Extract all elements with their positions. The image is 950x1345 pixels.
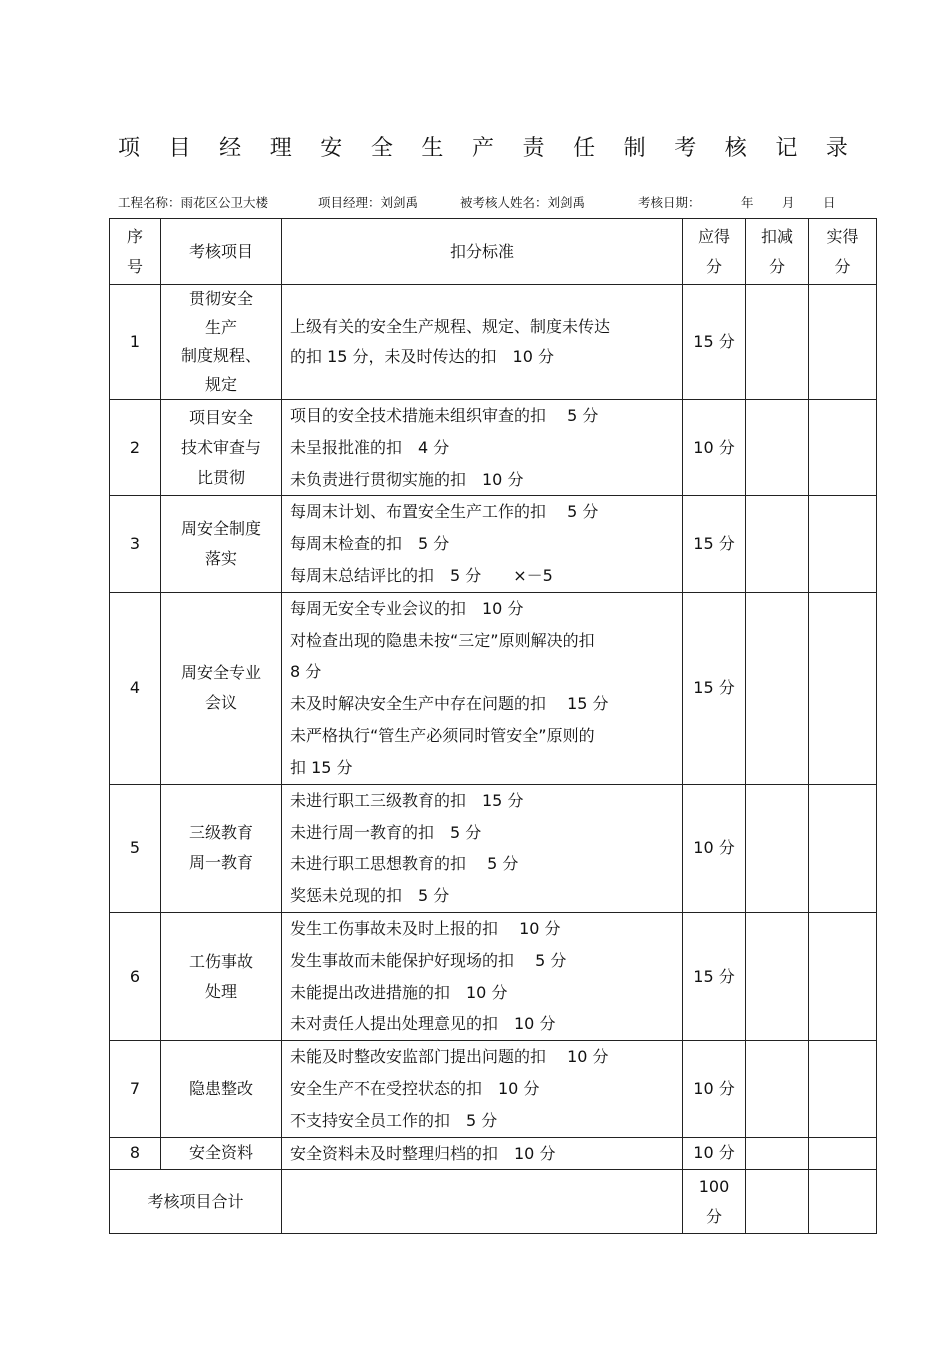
- row-seq: 5: [110, 784, 161, 912]
- row-item: [161, 912, 282, 1040]
- table-row: [110, 912, 877, 1040]
- row-deduct-score[interactable]: [746, 912, 809, 1040]
- row-item-line: 落实: [204, 549, 237, 569]
- row-item: [161, 285, 282, 400]
- header-deduct: 扣减 分: [746, 219, 809, 285]
- row-deduct-score[interactable]: [746, 592, 809, 784]
- row-due-score: 10 分: [683, 1041, 746, 1137]
- row-standard: [282, 496, 683, 592]
- assessee-name: 被考核人姓名：刘剑禹: [460, 195, 586, 210]
- row-item-line: 规定: [204, 374, 237, 394]
- row-deduct-score[interactable]: [746, 496, 809, 592]
- standard-line: 安全生产不在受控状态的扣 10 分: [290, 1078, 540, 1098]
- header-actual: 实得 分: [809, 219, 877, 285]
- standard-line: 每周无安全专业会议的扣 10 分: [290, 598, 524, 618]
- row-actual-score[interactable]: [809, 285, 877, 400]
- row-item-line: 隐患整改: [188, 1078, 253, 1098]
- row-standard: [282, 1041, 683, 1137]
- table-row: [110, 592, 877, 784]
- assess-date-label: 考核日期：: [638, 195, 701, 210]
- standard-line: 未能及时整改安监部门提出问题的扣 10 分: [290, 1047, 609, 1067]
- title-char: 项: [118, 136, 141, 161]
- standard-line: 发生工伤事故未及时上报的扣 10 分: [290, 918, 561, 938]
- row-deduct-score[interactable]: [746, 1137, 809, 1170]
- title-char: 制: [623, 136, 646, 161]
- row-standard: [282, 784, 683, 912]
- row-actual-score[interactable]: [809, 496, 877, 592]
- standard-line: 未严格执行“管生产必须同时管安全”原则的: [290, 726, 595, 746]
- project-manager: 项目经理：刘剑禹: [318, 195, 419, 210]
- title-char: 理: [269, 136, 292, 161]
- row-item-line: 安全资料: [188, 1143, 253, 1163]
- row-actual-score[interactable]: [809, 784, 877, 912]
- title-char: 录: [825, 136, 848, 161]
- row-due-score: 15 分: [683, 592, 746, 784]
- row-due-score: 15 分: [683, 285, 746, 400]
- row-due-score: 10 分: [683, 784, 746, 912]
- assessment-table: [109, 218, 877, 1234]
- row-actual-score[interactable]: [809, 1041, 877, 1137]
- standard-line: 每周末总结评比的扣 5 分 ×－5: [290, 565, 553, 585]
- total-actual-score[interactable]: [809, 1170, 877, 1234]
- row-seq: 1: [110, 285, 161, 400]
- header-item: 考核项目: [161, 219, 282, 285]
- row-standard: [282, 400, 683, 496]
- standard-line: 未进行周一教育的扣 5 分: [290, 822, 482, 842]
- table-row: [110, 496, 877, 592]
- row-standard: [282, 1137, 683, 1170]
- row-item-line: 生产: [204, 317, 237, 337]
- row-seq: 4: [110, 592, 161, 784]
- row-due-score: 10 分: [683, 1137, 746, 1170]
- row-item: [161, 496, 282, 592]
- standard-line: 项目的安全技术措施未组织审查的扣 5 分: [290, 406, 599, 425]
- row-standard: [282, 285, 683, 400]
- total-deduct-score[interactable]: [746, 1170, 809, 1234]
- standard-line: 发生事故而未能保护好现场的扣 5 分: [290, 950, 567, 970]
- row-deduct-score[interactable]: [746, 285, 809, 400]
- table-row: [110, 784, 877, 912]
- row-item: [161, 1137, 282, 1170]
- header-seq: 序 号: [110, 219, 161, 285]
- row-seq: 6: [110, 912, 161, 1040]
- row-item-line: 工伤事故: [188, 951, 253, 971]
- row-deduct-score[interactable]: [746, 784, 809, 912]
- row-actual-score[interactable]: [809, 592, 877, 784]
- standard-line: 的扣 15 分，未及时传达的扣 10 分: [290, 347, 554, 366]
- title-char: 安: [320, 136, 343, 161]
- project-name: 工程名称：雨花区公卫大楼: [118, 195, 269, 210]
- table-row: [110, 285, 877, 400]
- table-row: [110, 400, 877, 496]
- title-char: 全: [370, 136, 393, 161]
- standard-line: 未能提出改进措施的扣 10 分: [290, 982, 508, 1002]
- title-char: 责: [522, 136, 545, 161]
- standard-line: 未对责任人提出处理意见的扣 10 分: [290, 1014, 556, 1034]
- table-row: [110, 1041, 877, 1137]
- row-item-line: 贯彻安全: [188, 289, 253, 308]
- header-standard: 扣分标准: [282, 219, 683, 285]
- row-due-score: 10 分: [683, 400, 746, 496]
- row-deduct-score[interactable]: [746, 400, 809, 496]
- row-due-score: 15 分: [683, 912, 746, 1040]
- standard-line: 未呈报批准的扣 4 分: [290, 437, 450, 457]
- row-actual-score[interactable]: [809, 912, 877, 1040]
- standard-line: 安全资料未及时整理归档的扣 10 分: [290, 1143, 556, 1163]
- row-item-line: 三级教育: [188, 823, 253, 843]
- row-deduct-score[interactable]: [746, 1041, 809, 1137]
- row-standard: [282, 592, 683, 784]
- row-item-line: 制度规程、: [180, 346, 261, 365]
- document-title: [118, 131, 848, 162]
- title-char: 产: [471, 136, 494, 161]
- row-item-line: 周安全专业: [180, 663, 261, 683]
- standard-line: 奖惩未兑现的扣 5 分: [290, 886, 450, 906]
- row-item: [161, 400, 282, 496]
- title-char: 目: [168, 136, 191, 161]
- title-char: 生: [421, 136, 444, 161]
- row-item: [161, 592, 282, 784]
- row-item-line: 项目安全: [188, 407, 253, 427]
- row-item: [161, 784, 282, 912]
- row-actual-score[interactable]: [809, 400, 877, 496]
- row-seq: 3: [110, 496, 161, 592]
- total-row: [110, 1170, 877, 1234]
- row-seq: 8: [110, 1137, 161, 1170]
- row-item-line: 周一教育: [188, 853, 253, 873]
- row-item-line: 比贯彻: [196, 467, 245, 487]
- row-item-line: 周安全制度: [180, 519, 261, 539]
- row-actual-score[interactable]: [809, 1137, 877, 1170]
- standard-line: 扣 15 分: [290, 757, 353, 777]
- header-due: 应得 分: [683, 219, 746, 285]
- date-day: 日: [823, 195, 836, 210]
- table-row: [110, 1137, 877, 1170]
- date-year: 年: [741, 195, 754, 210]
- title-char: 任: [573, 136, 596, 161]
- title-char: 考: [674, 136, 697, 161]
- row-seq: 2: [110, 400, 161, 496]
- row-item-line: 会议: [204, 693, 237, 713]
- title-char: 核: [724, 136, 747, 161]
- total-due-line: 分: [705, 1206, 722, 1226]
- standard-line: 未进行职工思想教育的扣 5 分: [290, 854, 519, 874]
- total-label: 考核项目合计: [110, 1170, 282, 1234]
- standard-line: 未及时解决安全生产中存在问题的扣 15 分: [290, 694, 609, 714]
- standard-line: 未负责进行贯彻实施的扣 10 分: [290, 469, 524, 489]
- row-item-line: 处理: [204, 981, 237, 1001]
- date-month: 月: [782, 195, 795, 210]
- row-item-line: 技术审查与: [180, 437, 261, 457]
- standard-line: 不支持安全员工作的扣 5 分: [290, 1110, 498, 1130]
- row-due-score: 15 分: [683, 496, 746, 592]
- standard-line: 未进行职工三级教育的扣 15 分: [290, 790, 524, 810]
- total-due-score: [683, 1170, 746, 1234]
- row-item: [161, 1041, 282, 1137]
- standard-line: 每周末检查的扣 5 分: [290, 534, 450, 554]
- total-due-line: 100: [698, 1176, 730, 1196]
- standard-line: 8 分: [290, 662, 322, 682]
- table-header-row: [110, 219, 877, 285]
- row-standard: [282, 912, 683, 1040]
- title-char: 记: [775, 136, 798, 161]
- standard-line: 对检查出现的隐患未按“三定”原则解决的扣: [290, 630, 595, 650]
- title-char: 经: [219, 136, 242, 161]
- total-standard: [282, 1170, 683, 1234]
- standard-line: 上级有关的安全生产规程、规定、制度未传达: [290, 317, 611, 336]
- row-seq: 7: [110, 1041, 161, 1137]
- standard-line: 每周末计划、布置安全生产工作的扣 5 分: [290, 502, 599, 522]
